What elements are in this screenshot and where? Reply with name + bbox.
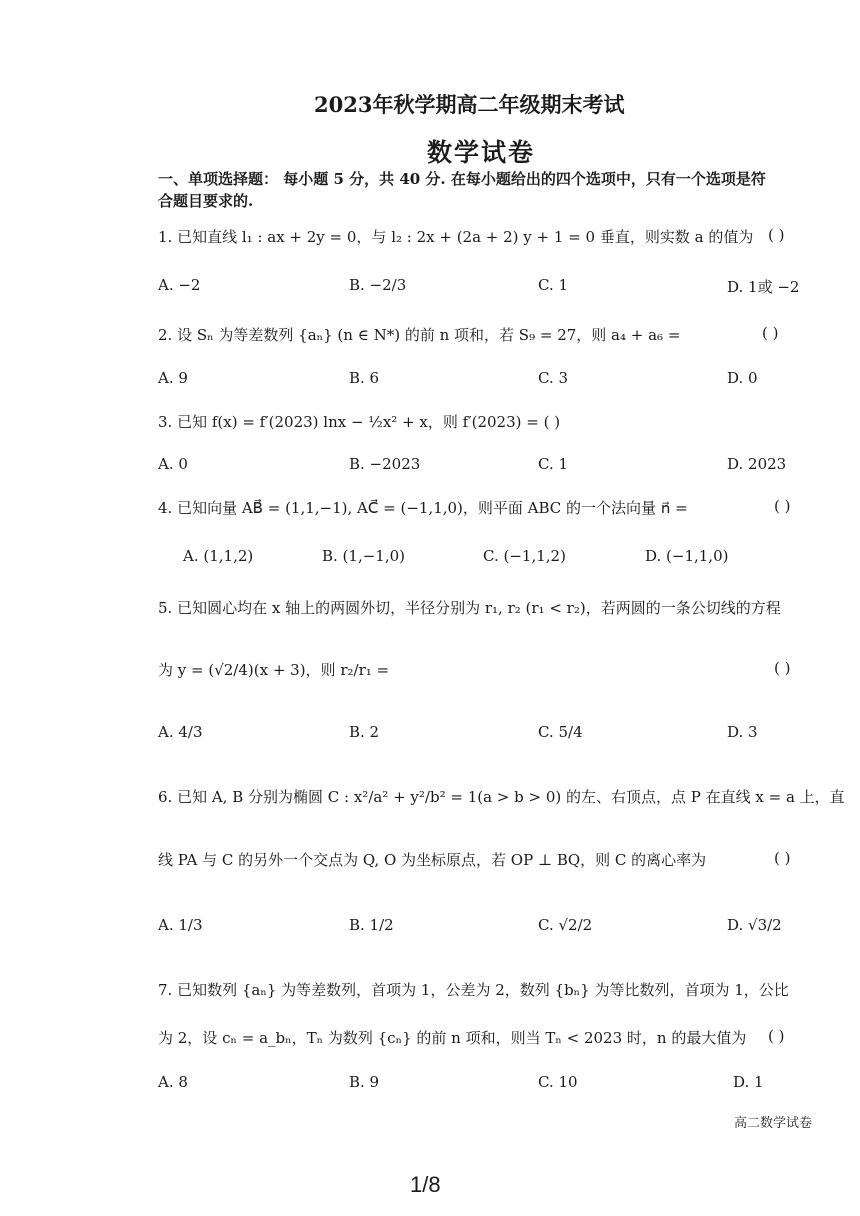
question-4-option-a: A. (1,1,2) <box>183 547 254 565</box>
question-2-option-d: D. 0 <box>727 369 758 387</box>
question-1-text: 1. 已知直线 l₁ : ax + 2y = 0，与 l₂ : 2x + (2a + 2) y + 1 = 0 垂直，则实数 a 的值为 <box>158 228 754 246</box>
question-1-option-c: C. 1 <box>538 276 569 294</box>
question-6-option-a: A. 1/3 <box>158 916 203 934</box>
question-2-option-b: B. 6 <box>349 369 380 387</box>
question-1-option-d: D. 1或 −2 <box>727 278 800 296</box>
question-2-text: 2. 设 Sₙ 为等差数列 {aₙ} (n ∈ N*) 的前 n 项和，若 S₉ = 27，则 a₄ + a₆ = <box>158 326 681 344</box>
question-5-option-c: C. 5/4 <box>538 723 583 741</box>
question-5-answer-bracket: ( ) <box>774 659 791 677</box>
question-6-answer-bracket: ( ) <box>774 849 791 867</box>
question-7-option-a: A. 8 <box>158 1073 188 1091</box>
question-3-option-a: A. 0 <box>158 455 188 473</box>
question-5-text-line2: 为 y = (√2/4)(x + 3)，则 r₂/r₁ = <box>158 661 390 679</box>
question-3-option-b: B. −2023 <box>349 455 421 473</box>
question-7-option-d: D. 1 <box>733 1073 764 1091</box>
question-4-option-d: D. (−1,1,0) <box>645 547 729 565</box>
question-7-text: 7. 已知数列 {aₙ} 为等差数列，首项为 1，公差为 2，数列 {bₙ} 为等比数列，首项为 1，公比 <box>158 981 789 999</box>
question-6-text-line2: 线 PA 与 C 的另外一个交点为 Q, O 为坐标原点，若 OP ⊥ BQ，则 C 的离心率为 <box>158 851 707 869</box>
question-7-text-line2: 为 2，设 cₙ = a_bₙ，Tₙ 为数列 {cₙ} 的前 n 项和，则当 Tₙ < 2023 时，n 的最大值为 <box>158 1029 747 1047</box>
question-7-answer-bracket: ( ) <box>768 1027 785 1045</box>
question-3-option-d: D. 2023 <box>727 455 787 473</box>
question-4-text: 4. 已知向量 AB⃗ = (1,1,−1), AC⃗ = (−1,1,0)，则平面 ABC 的一个法向量 n⃗ = <box>158 499 688 517</box>
page-title: 2023年秋学期高二年级期末考试 <box>314 92 625 117</box>
question-5-option-d: D. 3 <box>727 723 758 741</box>
question-6-option-c: C. √2/2 <box>538 916 593 934</box>
question-7-option-c: C. 10 <box>538 1073 578 1091</box>
question-7-option-b: B. 9 <box>349 1073 380 1091</box>
question-6-option-b: B. 1/2 <box>349 916 394 934</box>
question-4-option-c: C. (−1,1,2) <box>483 547 566 565</box>
question-2-answer-bracket: ( ) <box>762 324 779 342</box>
section-heading-line2: 合题目要求的. <box>158 192 254 210</box>
page-number: 1/8 <box>410 1172 441 1197</box>
page-subtitle: 数学试卷 <box>427 138 536 167</box>
question-2-option-a: A. 9 <box>158 369 188 387</box>
section-heading-line1: 一、单项选择题： 每小题 5 分，共 40 分. 在每小题给出的四个选项中，只有一个选项是符 <box>158 170 766 188</box>
question-1-option-a: A. −2 <box>158 276 201 294</box>
question-4-option-b: B. (1,−1,0) <box>322 547 405 565</box>
question-3-text: 3. 已知 f(x) = f′(2023) lnx − ½x² + x，则 f′(2023) = ( ) <box>158 413 561 431</box>
question-1-answer-bracket: ( ) <box>768 226 785 244</box>
question-5-option-b: B. 2 <box>349 723 380 741</box>
question-2-option-c: C. 3 <box>538 369 569 387</box>
question-4-answer-bracket: ( ) <box>774 497 791 515</box>
question-5-text: 5. 已知圆心均在 x 轴上的两圆外切，半径分别为 r₁, r₂ (r₁ < r₂)，若两圆的一条公切线的方程 <box>158 599 781 617</box>
question-6-option-d: D. √3/2 <box>727 916 782 934</box>
question-3-option-c: C. 1 <box>538 455 569 473</box>
page-footer-label: 高二数学试卷 <box>734 1116 813 1131</box>
question-6-text: 6. 已知 A, B 分别为椭圆 C : x²/a² + y²/b² = 1(a > b > 0) 的左、右顶点，点 P 在直线 x = a 上，直 <box>158 788 845 806</box>
question-1-option-b: B. −2/3 <box>349 276 407 294</box>
question-5-option-a: A. 4/3 <box>158 723 203 741</box>
